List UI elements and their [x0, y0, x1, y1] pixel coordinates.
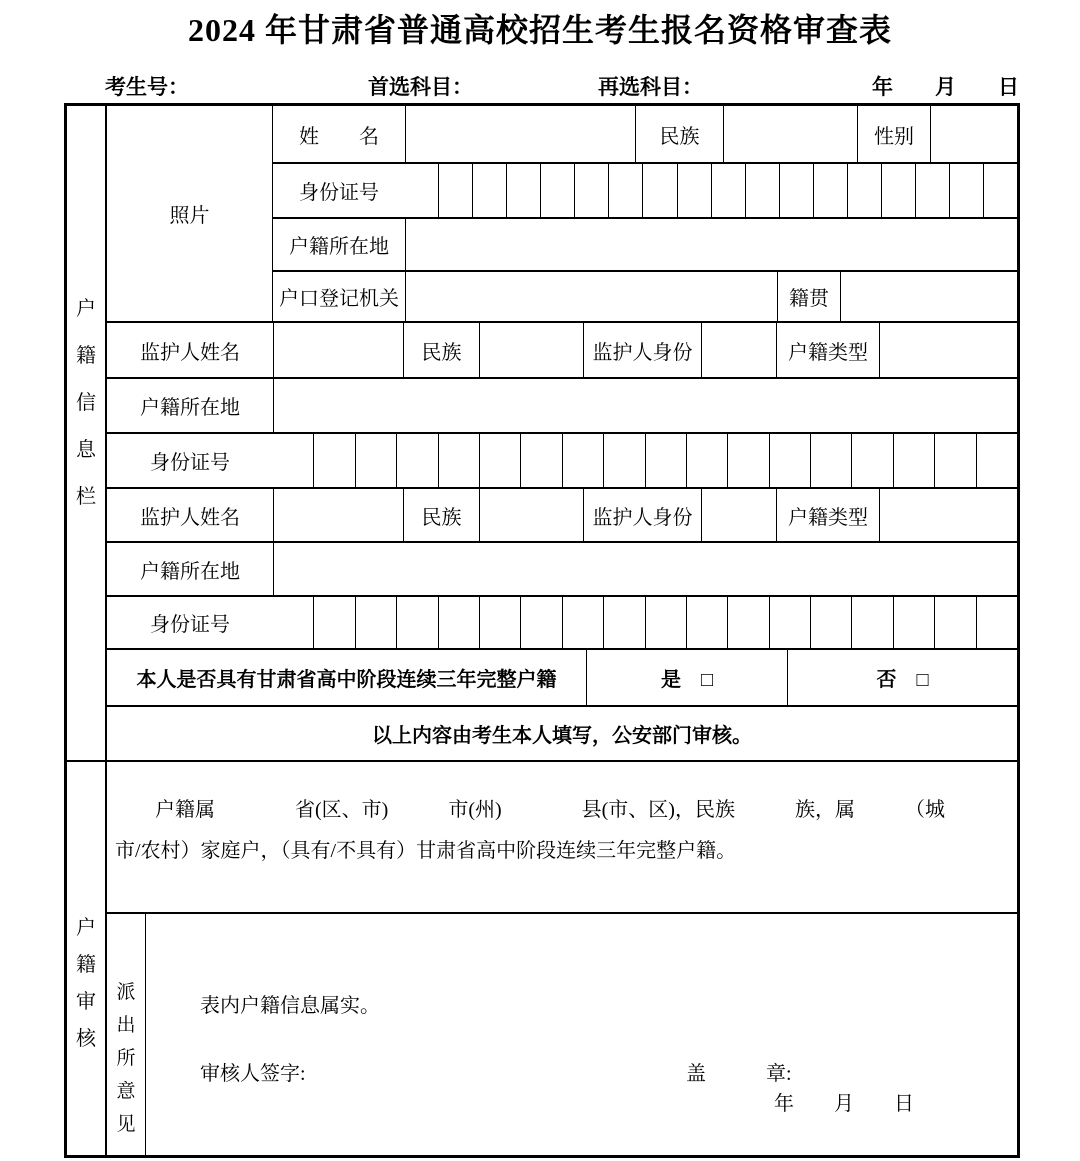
photo-rowspan-right	[273, 106, 1017, 321]
guardian2-identity-input-cell[interactable]	[701, 489, 776, 541]
guardian2-ethnicity-input-cell[interactable]	[479, 489, 583, 541]
guardian1-id-digit-cells	[273, 434, 1017, 487]
id-digit-cell[interactable]	[769, 597, 810, 648]
row-guardian1-id	[107, 432, 1017, 487]
id-digit-cell[interactable]	[472, 164, 506, 217]
id-digit-cell[interactable]	[405, 164, 438, 217]
fill-note-label: 以上内容由考生本人填写，公安部门审核。	[372, 725, 752, 747]
guardian2-ethnicity-label: 民族	[403, 489, 479, 541]
id-digit-cell[interactable]	[562, 597, 603, 648]
guardian2-household-type-input-cell[interactable]	[879, 489, 1017, 541]
household-review-section-strip	[67, 762, 107, 1155]
household-info-section	[67, 106, 1017, 760]
guardian1-residence-label: 户籍所在地	[140, 397, 240, 419]
police-statement: 表内户籍信息属实。	[200, 995, 380, 1017]
photo-label: 照片	[169, 205, 210, 227]
id-digit-cell[interactable]	[355, 434, 396, 487]
id-digit-cell[interactable]	[934, 434, 975, 487]
police-opinion-content[interactable]	[146, 914, 1017, 1155]
guardian1-identity-label: 监护人身份	[583, 323, 701, 377]
row-registry-office	[273, 270, 1017, 321]
row-name	[273, 106, 1017, 162]
id-digit-cell[interactable]	[686, 434, 727, 487]
ethnicity-label: 民族	[635, 106, 723, 162]
guardian1-ethnicity-label: 民族	[403, 323, 479, 377]
id-digit-cell[interactable]	[810, 434, 851, 487]
row-guardian2-residence	[107, 541, 1017, 595]
id-digit-cell[interactable]	[438, 434, 479, 487]
id-digit-cell[interactable]	[769, 434, 810, 487]
id-digit-cell[interactable]	[645, 434, 686, 487]
residence-label: 户籍所在地	[289, 236, 389, 258]
id-digit-cell[interactable]	[506, 164, 540, 217]
qualification-review-table	[64, 103, 1020, 1158]
id-digit-cell[interactable]	[520, 597, 561, 648]
id-digit-cell[interactable]	[813, 164, 847, 217]
id-digit-cell[interactable]	[355, 597, 396, 648]
guardian1-ethnicity-input-cell[interactable]	[479, 323, 583, 377]
id-digit-cell[interactable]	[727, 434, 768, 487]
id-digit-cell[interactable]	[745, 164, 779, 217]
name-label: 姓 名	[299, 125, 379, 148]
id-digit-cell[interactable]	[847, 164, 881, 217]
row-guardian2-id	[107, 595, 1017, 648]
guardian1-identity-input-cell[interactable]	[701, 323, 776, 377]
id-digit-cell[interactable]	[396, 434, 437, 487]
guardian2-id-digit-cells	[273, 597, 1017, 648]
id-digit-cell[interactable]	[983, 164, 1017, 217]
reviewer-signature-label: 审核人签字:	[200, 1063, 306, 1085]
review-paragraph-cell[interactable]	[107, 762, 1017, 912]
guardian1-residence-input-cell[interactable]	[273, 379, 1017, 432]
three-year-question-label: 本人是否具有甘肃省高中阶段连续三年完整户籍	[136, 669, 557, 691]
id-digit-cell[interactable]	[273, 597, 313, 648]
review-paragraph-line2: 市/农村）家庭户，（具有/不具有）甘肃省高中阶段连续三年完整户籍。	[115, 840, 737, 862]
id-digit-cell[interactable]	[479, 597, 520, 648]
native-place-input-cell[interactable]	[840, 272, 1017, 321]
id-digit-cell[interactable]	[438, 164, 472, 217]
id-digit-cell[interactable]	[976, 434, 1017, 487]
id-digit-cell[interactable]	[893, 434, 934, 487]
id-digit-cell[interactable]	[881, 164, 915, 217]
yes-checkbox-cell[interactable]: 是 □	[586, 650, 787, 705]
id-digit-cell[interactable]	[810, 597, 851, 648]
guardian2-residence-label: 户籍所在地	[140, 560, 240, 583]
row-guardian2	[107, 487, 1017, 541]
guardian2-identity-label: 监护人身份	[583, 489, 701, 541]
guardian1-household-type-input-cell[interactable]	[879, 323, 1017, 377]
id-digit-cell[interactable]	[540, 164, 574, 217]
id-digit-cell[interactable]	[851, 597, 892, 648]
registry-office-input-cell[interactable]	[405, 272, 777, 321]
no-checkbox-cell[interactable]: 否 □	[787, 650, 1017, 705]
household-review-rows	[107, 762, 1017, 1155]
id-digit-cell[interactable]	[438, 597, 479, 648]
form-header	[0, 71, 1080, 101]
header-date-label: 年 月 日	[872, 75, 1019, 99]
household-info-section-strip	[67, 106, 107, 760]
id-digit-cell[interactable]	[915, 164, 949, 217]
guardian1-id-number-label: 身份证号	[150, 452, 230, 474]
guardian2-household-type-label: 户籍类型	[776, 489, 879, 541]
id-digit-cell[interactable]	[562, 434, 603, 487]
gender-label: 性别	[857, 106, 930, 162]
guardian2-residence-input-cell[interactable]	[273, 543, 1017, 595]
row-guardian1-residence	[107, 377, 1017, 432]
page-title: 2024 年甘肃省普通高校招生考生报名资格审查表	[187, 12, 892, 48]
review-date-label: 年 月 日	[774, 1093, 914, 1115]
second-subject-label: 再选科目：	[598, 75, 703, 99]
id-digit-cell[interactable]	[976, 597, 1017, 648]
first-subject-label: 首选科目：	[368, 75, 473, 99]
candidate-id-digit-cells	[405, 164, 1017, 217]
id-digit-cell[interactable]	[949, 164, 983, 217]
id-digit-cell[interactable]	[686, 597, 727, 648]
guardian2-name-label: 监护人姓名	[140, 506, 240, 529]
name-input-cell[interactable]	[405, 106, 635, 162]
id-digit-cell[interactable]	[603, 434, 644, 487]
gender-input-cell[interactable]	[930, 106, 1017, 162]
police-opinion-row	[107, 912, 1017, 1155]
id-digit-cell[interactable]	[603, 597, 644, 648]
household-info-section-label: 户籍信息栏	[76, 298, 96, 508]
id-digit-cell[interactable]	[893, 597, 934, 648]
seal-label: 盖 章:	[686, 1063, 792, 1085]
household-review-section-label: 户籍审核	[76, 917, 96, 1050]
row-candidate-residence	[273, 217, 1017, 270]
photo-cell	[107, 106, 273, 321]
id-digit-cell[interactable]	[642, 164, 676, 217]
id-digit-cell[interactable]	[574, 164, 608, 217]
id-digit-cell[interactable]	[851, 434, 892, 487]
household-info-rows	[107, 106, 1017, 760]
id-digit-cell[interactable]	[396, 597, 437, 648]
police-opinion-strip	[107, 914, 146, 1155]
guardian1-name-label: 监护人姓名	[140, 341, 240, 364]
id-number-label: 身份证号	[299, 182, 379, 204]
id-digit-cell[interactable]	[608, 164, 642, 217]
candidate-number-label: 考生号：	[105, 75, 189, 99]
registry-office-label: 户口登记机关	[279, 288, 399, 310]
ethnicity-input-cell[interactable]	[723, 106, 857, 162]
id-digit-cell[interactable]	[273, 434, 313, 487]
id-digit-cell[interactable]	[779, 164, 813, 217]
police-opinion-label: 派出所意见	[116, 982, 136, 1135]
id-digit-cell[interactable]	[313, 434, 354, 487]
row-fill-note	[107, 705, 1017, 760]
id-digit-cell[interactable]	[677, 164, 711, 217]
row-three-year-question	[107, 648, 1017, 705]
guardian2-id-number-label: 身份证号	[150, 614, 230, 636]
id-digit-cell[interactable]	[479, 434, 520, 487]
row-guardian1	[107, 321, 1017, 377]
id-digit-cell[interactable]	[711, 164, 745, 217]
native-place-label: 籍贯	[777, 272, 840, 321]
id-digit-cell[interactable]	[645, 597, 686, 648]
id-digit-cell[interactable]	[934, 597, 975, 648]
household-review-section	[67, 760, 1017, 1155]
guardian1-household-type-label: 户籍类型	[776, 323, 879, 377]
residence-input-cell[interactable]	[405, 219, 1017, 270]
id-digit-cell[interactable]	[727, 597, 768, 648]
photo-row-group	[107, 106, 1017, 321]
id-digit-cell[interactable]	[520, 434, 561, 487]
guardian1-name-input-cell[interactable]	[273, 323, 403, 377]
row-candidate-id	[273, 162, 1017, 217]
id-digit-cell[interactable]	[313, 597, 354, 648]
guardian2-name-input-cell[interactable]	[273, 489, 403, 541]
review-paragraph-line1: 户籍属 省(区、市) 市(州) 县(市、区)，民族 族，属 （城	[155, 799, 945, 821]
